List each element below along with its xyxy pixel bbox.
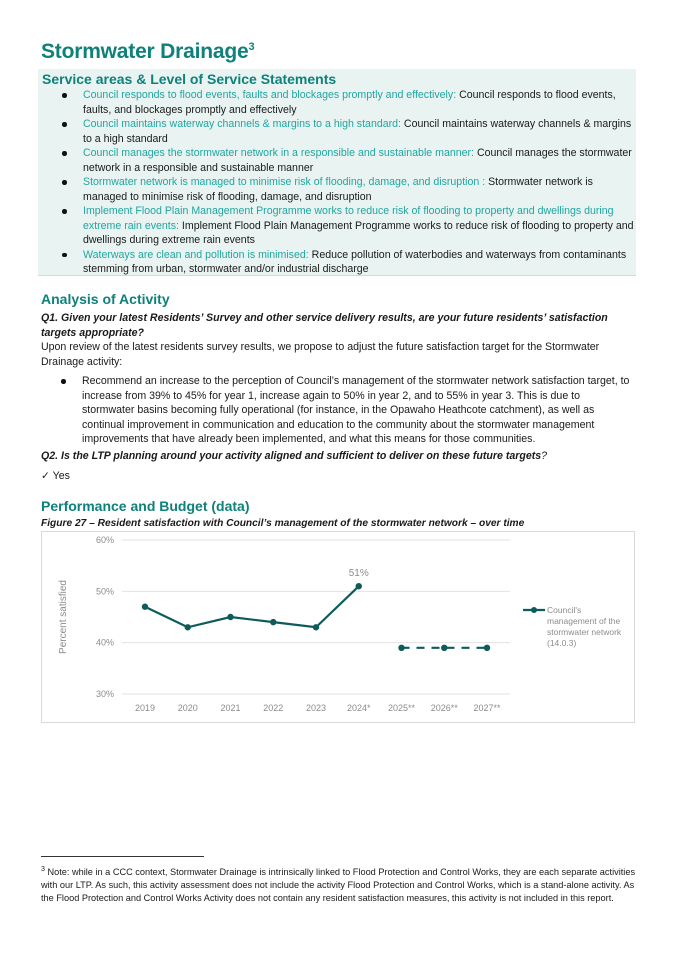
x-tick-label: 2019 — [134, 703, 156, 713]
question-2-answer: ✓ Yes — [41, 470, 70, 482]
service-areas-box — [38, 69, 636, 276]
service-text: Council responds to flood events, faults, and blockages promptly and effectively — [83, 89, 616, 116]
data-label: 51% — [348, 568, 369, 580]
y-tick-label: 50% — [95, 586, 114, 597]
y-tick-label: 40% — [95, 637, 114, 648]
service-lead: Council maintains waterway channels & margins to a high standard: — [83, 118, 401, 130]
service-text: Council maintains waterway channels & margins to a high standard — [83, 118, 632, 145]
x-tick-label: 2020 — [177, 703, 198, 713]
service-lead: Waterways are clean and pollution is minimised: — [83, 248, 309, 261]
service-lead: Council manages the stormwater network in a responsible and sustainable manner: — [83, 147, 475, 159]
analysis-heading: Analysis of Activity — [41, 291, 170, 307]
service-text: Reduce pollution of waterbodies and waterways from contaminants stemming from urban, stormwater and/or industrial discharge — [83, 248, 627, 275]
service-lead: Stormwater network is managed to minimise risk of flooding, damage, and disruption : — [83, 176, 486, 188]
y-axis-label: Percent satisfied — [58, 580, 69, 654]
footnote-reference[interactable]: 3 — [248, 41, 255, 53]
service-areas-list — [83, 88, 635, 277]
list-item — [83, 204, 635, 248]
list-item — [83, 248, 635, 277]
x-tick-label: 2022 — [263, 703, 284, 713]
target-point — [484, 645, 490, 651]
x-tick-label: 2027** — [473, 703, 501, 713]
figure-caption: Figure 27 – Resident satisfaction with Council’s management of the stormwater network – over time — [41, 518, 525, 529]
x-tick-label: 2025** — [387, 703, 416, 713]
service-lead: Implement Flood Plain Management Programme works to reduce risk of flooding to property and dwellings during extreme rain events: — [83, 205, 614, 232]
service-text: Implement Flood Plain Management Programme works to reduce risk of flooding to property and dwellings during extreme rain events — [83, 219, 634, 246]
legend-swatch-point — [531, 607, 537, 613]
service-areas-heading: Service areas & Level of Service Statements — [42, 71, 337, 87]
list-item — [83, 175, 635, 204]
legend-label: Council's management of the stormwater network (14.0.3) — [547, 605, 622, 648]
y-tick-label: 30% — [95, 689, 114, 699]
x-tick-label: 2024* — [346, 703, 371, 713]
question-1: Q1. Given your latest Residents’ Survey and other service delivery results, are your future residents’ satisfaction targets appropriate? — [41, 312, 608, 339]
data-point — [356, 583, 362, 589]
x-tick-label: 2023 — [305, 703, 327, 713]
list-item — [83, 146, 635, 175]
chart-canvas — [42, 532, 634, 722]
data-point — [227, 614, 233, 620]
service-text: Stormwater network is managed to minimise risk of flooding, damage, and disruption — [83, 176, 593, 203]
question-1-intro: Upon review of the latest residents survey results, we propose to adjust the future satisfaction target for the Stormwater Drainage activity: — [41, 341, 600, 368]
y-tick-label: 60% — [95, 535, 114, 545]
target-point — [398, 645, 404, 651]
question-2: Q2. Is the LTP planning around your activity aligned and sufficient to deliver on these future targets? — [41, 450, 548, 462]
data-point — [185, 624, 191, 630]
x-tick-label: 2021 — [220, 703, 241, 713]
series-line-actual — [145, 586, 359, 627]
x-tick-label: 2026** — [430, 703, 458, 713]
footnote: $^3$ Note: while in a CCC context, Stormwater Drainage is intrinsically linked to Flood Protection and Control Works, they are each separate activities with our LTP. As such, this activity assessment does not include the activity Flood Protection and Control Works, which is a stand-alone activity. As the Flood Protection and Control Works Activity does not contain any resident satisfaction measures, this activity is not included in this report. — [41, 866, 636, 904]
performance-heading: Performance and Budget (data) — [41, 498, 250, 514]
service-text: Council manages the stormwater network in a responsible and sustainable manner — [83, 147, 632, 174]
question-1-recommendation: Recommend an increase to the perception of Council’s management of the stormwater network satisfaction target, to increase from 39% to 45% for year 1, increase again to 50% in year 2, and to 55% in year 3. This is due to stormwater basins becoming fully operational (for instance, in the Opawaho Heathcote catchment), as well as continual improvement in communication and education to the community about the stormwater management improvements that have already been implemented, and what this means for those communities. — [82, 375, 630, 445]
list-item — [83, 88, 635, 117]
footnote-divider — [41, 856, 204, 857]
service-lead: Council responds to flood events, faults and blockages promptly and effectively: — [83, 89, 457, 101]
bullet-icon — [61, 379, 66, 384]
data-point — [142, 604, 148, 610]
page-title: Stormwater Drainage$^3$ — [41, 40, 255, 63]
data-point — [313, 624, 319, 630]
data-point — [270, 619, 276, 625]
satisfaction-chart — [41, 531, 635, 723]
target-point — [441, 645, 447, 651]
list-item — [83, 117, 635, 146]
